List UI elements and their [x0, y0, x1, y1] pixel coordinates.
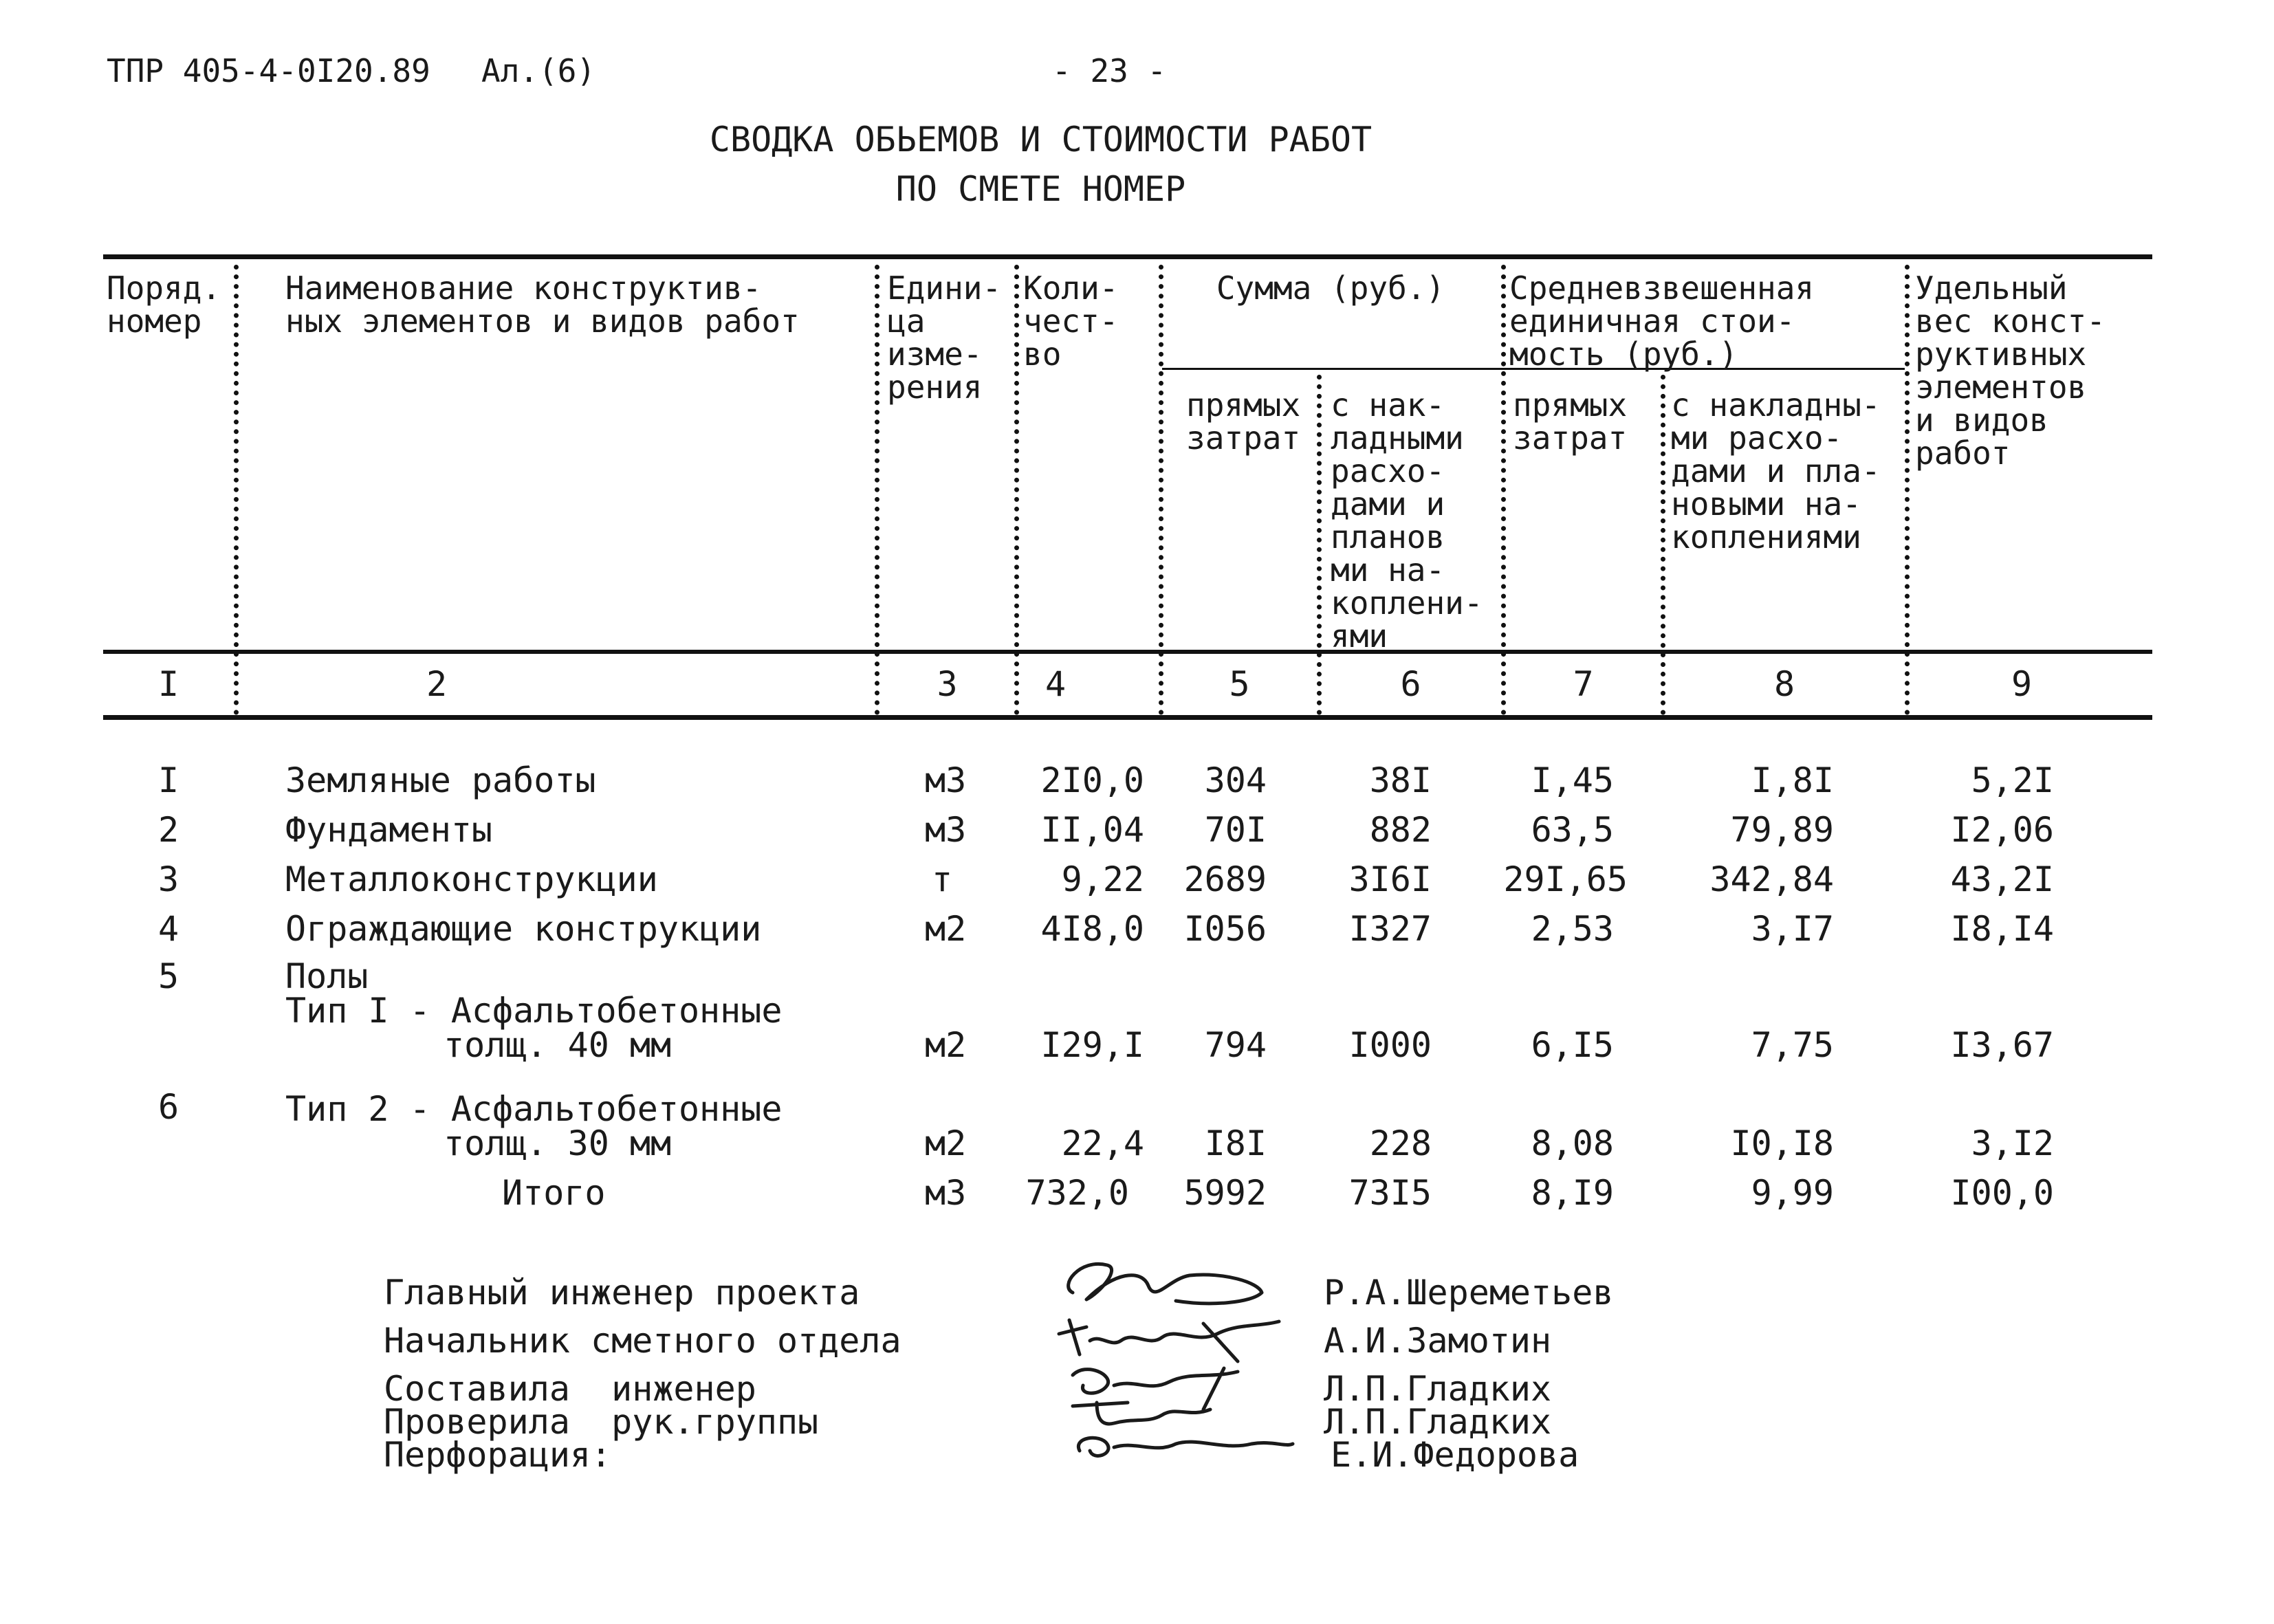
- avg-direct: 63,5: [1531, 810, 1614, 850]
- page-subtitle: ПО СМЕТЕ НОМЕР: [895, 169, 1186, 209]
- avg-direct: I,45: [1531, 760, 1614, 800]
- signatory-name: Л.П.Гладких: [1324, 1369, 1552, 1409]
- sum-overhead: 73I5: [1348, 1173, 1432, 1213]
- column-separator: [1014, 265, 1019, 715]
- signature-4: [1073, 1403, 1210, 1424]
- sum-direct: I056: [1183, 909, 1267, 949]
- signatory-name: Л.П.Гладких: [1324, 1402, 1552, 1442]
- sum-direct: 5992: [1183, 1173, 1267, 1213]
- quantity: 2I0,0: [1040, 760, 1144, 800]
- unit: м3: [925, 760, 967, 800]
- share: I3,67: [1950, 1025, 2054, 1065]
- column-number: I: [157, 664, 179, 704]
- column-number: 9: [2011, 664, 2033, 704]
- column-number-rule: [103, 715, 2152, 720]
- quantity: 22,4: [1061, 1123, 1144, 1163]
- avg-overhead: I0,I8: [1730, 1123, 1834, 1163]
- row-number: 6: [157, 1087, 179, 1127]
- handwritten-signatures: [1031, 1238, 1320, 1485]
- avg-overhead: 7,75: [1751, 1025, 1834, 1065]
- header-avg-overhead: с накладны- ми расхо- дами и пла- новыми на- коплениями: [1671, 386, 1881, 556]
- quantity: I29,I: [1040, 1025, 1144, 1065]
- quantity: 732,0: [1025, 1173, 1129, 1213]
- work-name-line3: толщ. 30 мм: [444, 1123, 672, 1163]
- signature-1: [1069, 1264, 1262, 1303]
- avg-direct: 29I,65: [1503, 859, 1628, 899]
- header-order-number: Поряд. номер: [107, 270, 221, 340]
- signatory-name: Е.И.Федорова: [1331, 1435, 1579, 1475]
- signature-2: [1059, 1320, 1279, 1361]
- header-sum: Сумма (руб.): [1216, 270, 1445, 307]
- signatory-role: Перфорация:: [384, 1435, 612, 1475]
- signatory-name: А.И.Замотин: [1324, 1321, 1552, 1361]
- total-label: Итого: [502, 1173, 606, 1213]
- signatory-role: Проверила рук.группы: [384, 1402, 819, 1442]
- work-name-line2: Тип I - Асфальтобетонные: [285, 991, 783, 1031]
- avg-overhead: 9,99: [1751, 1173, 1834, 1213]
- header-share: Удельный вес конст- руктивных элементов и видов работ: [1915, 270, 2106, 472]
- unit: м2: [925, 1123, 967, 1163]
- sum-direct: 304: [1204, 760, 1267, 800]
- header-sum-overhead: с нак- ладными расхо- дами и планов ми на- коплени- ями: [1331, 386, 1483, 655]
- signatory-role: Составила инженер: [384, 1369, 756, 1409]
- unit: м3: [925, 1173, 967, 1213]
- unit: т: [932, 859, 953, 899]
- quantity: 9,22: [1061, 859, 1144, 899]
- unit: м3: [925, 810, 967, 850]
- avg-overhead: 79,89: [1730, 810, 1834, 850]
- avg-overhead: 342,84: [1709, 859, 1834, 899]
- work-name: Ограждающие конструкции: [285, 909, 762, 949]
- row-number: 3: [157, 859, 179, 899]
- sum-overhead: 228: [1369, 1123, 1432, 1163]
- sum-direct: 2689: [1183, 859, 1267, 899]
- header-sum-direct: прямых затрат: [1186, 386, 1301, 457]
- work-name: Металлоконструкции: [285, 859, 658, 899]
- signature-5: [1078, 1438, 1293, 1456]
- column-number: 6: [1400, 664, 1421, 704]
- unit: м2: [925, 909, 967, 949]
- page-number: - 23 -: [1052, 52, 1167, 89]
- sum-overhead: 38I: [1369, 760, 1432, 800]
- avg-direct: 6,I5: [1531, 1025, 1614, 1065]
- row-number: 4: [157, 909, 179, 949]
- column-number: 4: [1045, 664, 1067, 704]
- album-number: Ал.(6): [481, 52, 596, 89]
- sum-overhead: I000: [1348, 1025, 1432, 1065]
- header-avg-direct: прямых затрат: [1513, 386, 1628, 457]
- column-separator: [234, 265, 239, 715]
- column-separator: [1159, 265, 1163, 715]
- sum-direct: 794: [1204, 1025, 1267, 1065]
- column-number: 5: [1229, 664, 1250, 704]
- column-number: 3: [937, 664, 958, 704]
- avg-direct: 8,08: [1531, 1123, 1614, 1163]
- page-title: СВОДКА ОБЬЕМОВ И СТОИМОСТИ РАБОТ: [709, 120, 1373, 160]
- document-code: ТПР 405-4-0I20.89: [107, 52, 430, 89]
- signatory-role: Начальник сметного отдела: [384, 1321, 901, 1361]
- avg-overhead: 3,I7: [1751, 909, 1834, 949]
- row-number: 2: [157, 810, 179, 850]
- avg-direct: 2,53: [1531, 909, 1614, 949]
- quantity: II,04: [1040, 810, 1144, 850]
- signatory-role: Главный инженер проекта: [384, 1273, 860, 1313]
- header-quantity: Коли- чест- во: [1023, 270, 1119, 373]
- column-separator: [1317, 375, 1322, 715]
- column-number: 2: [426, 664, 448, 704]
- header-unit: Едини- ца изме- рения: [887, 270, 1002, 406]
- sum-direct: I8I: [1204, 1123, 1267, 1163]
- header-average-cost: Средневзвешенная единичная стои- мость (руб.): [1509, 270, 1815, 373]
- share: I2,06: [1950, 810, 2054, 850]
- row-number: 5: [157, 956, 179, 996]
- sum-direct: 70I: [1204, 810, 1267, 850]
- column-separator: [1501, 265, 1506, 715]
- column-number: 7: [1573, 664, 1594, 704]
- header-work-name: Наименование конструктив- ных элементов и видов работ: [285, 270, 800, 340]
- work-name-line3: толщ. 40 мм: [444, 1025, 672, 1065]
- work-name: Земляные работы: [285, 760, 596, 800]
- sum-overhead: I327: [1348, 909, 1432, 949]
- sum-overhead: 3I6I: [1348, 859, 1432, 899]
- sum-overhead: 882: [1369, 810, 1432, 850]
- column-separator: [1905, 265, 1910, 715]
- share: 5,2I: [1971, 760, 2054, 800]
- table-top-rule: [103, 254, 2152, 259]
- column-number: 8: [1773, 664, 1795, 704]
- signatory-name: Р.А.Шереметьев: [1324, 1273, 1614, 1313]
- column-separator: [875, 265, 879, 715]
- share: I8,I4: [1950, 909, 2054, 949]
- share: 43,2I: [1950, 859, 2054, 899]
- work-name: Полы: [285, 956, 369, 996]
- avg-direct: 8,I9: [1531, 1173, 1614, 1213]
- share: I00,0: [1950, 1173, 2054, 1213]
- unit: м2: [925, 1025, 967, 1065]
- work-name: Тип 2 - Асфальтобетонные: [285, 1089, 783, 1129]
- column-separator: [1661, 375, 1665, 715]
- share: 3,I2: [1971, 1123, 2054, 1163]
- row-number: I: [157, 760, 179, 800]
- quantity: 4I8,0: [1040, 909, 1144, 949]
- work-name: Фундаменты: [285, 810, 493, 850]
- header-bottom-rule: [103, 650, 2152, 654]
- avg-overhead: I,8I: [1751, 760, 1834, 800]
